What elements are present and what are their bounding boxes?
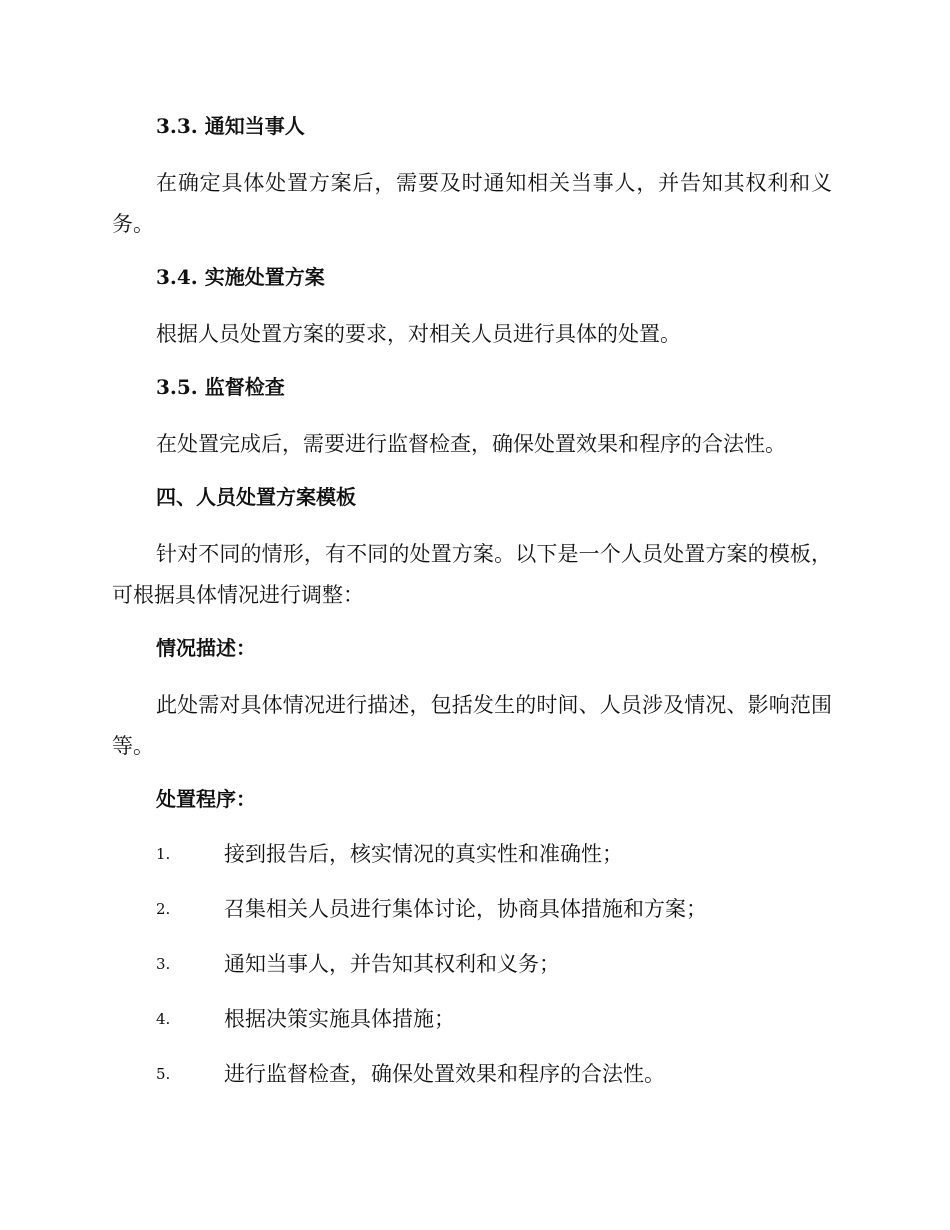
- list-item-text: 召集相关人员进行集体讨论，协商具体措施和方案；: [224, 897, 707, 921]
- section-paragraph-situation: 此处需对具体情况进行描述，包括发生的时间、人员涉及情况、影响范围等。: [112, 693, 832, 758]
- list-item-text: 接到报告后，核实情况的真实性和准确性；: [224, 842, 623, 866]
- list-item-number: 3.: [156, 955, 171, 973]
- section-paragraph-3-3: 在确定具体处置方案后，需要及时通知相关当事人，并告知其权利和义务。: [112, 171, 832, 236]
- section-heading-3-3: 3.3. 通知当事人: [156, 114, 305, 138]
- list-item: [112, 1001, 832, 1037]
- list-item-text: 通知当事人，并告知其权利和义务；: [224, 952, 560, 976]
- list-item-number: 4.: [156, 1010, 171, 1028]
- list-item-number: 1.: [156, 845, 171, 863]
- list-item-number: 2.: [156, 900, 171, 918]
- procedure-heading: 处置程序：: [156, 787, 256, 811]
- list-item: [112, 946, 832, 982]
- list-item: [112, 891, 832, 927]
- list-item: [112, 1056, 832, 1092]
- list-item-text: 根据决策实施具体措施；: [224, 1007, 455, 1031]
- list-item: [112, 836, 832, 872]
- section-heading-template: 四、人员处置方案模板: [156, 485, 356, 509]
- document-content: [112, 108, 832, 1111]
- list-item-text: 进行监督检查，确保处置效果和程序的合法性。: [224, 1062, 665, 1086]
- section-heading-3-4: 3.4. 实施处置方案: [156, 265, 325, 289]
- section-paragraph-3-4: 根据人员处置方案的要求，对相关人员进行具体的处置。: [156, 322, 681, 346]
- list-item-number: 5.: [156, 1065, 171, 1083]
- procedure-list: [112, 836, 832, 1092]
- section-heading-3-5: 3.5. 监督检查: [156, 375, 285, 399]
- section-paragraph-template: 针对不同的情形，有不同的处置方案。以下是一个人员处置方案的模板，可根据具体情况进行调整：: [112, 542, 832, 607]
- section-paragraph-3-5: 在处置完成后，需要进行监督检查，确保处置效果和程序的合法性。: [156, 432, 786, 456]
- section-heading-situation: 情况描述：: [156, 636, 256, 660]
